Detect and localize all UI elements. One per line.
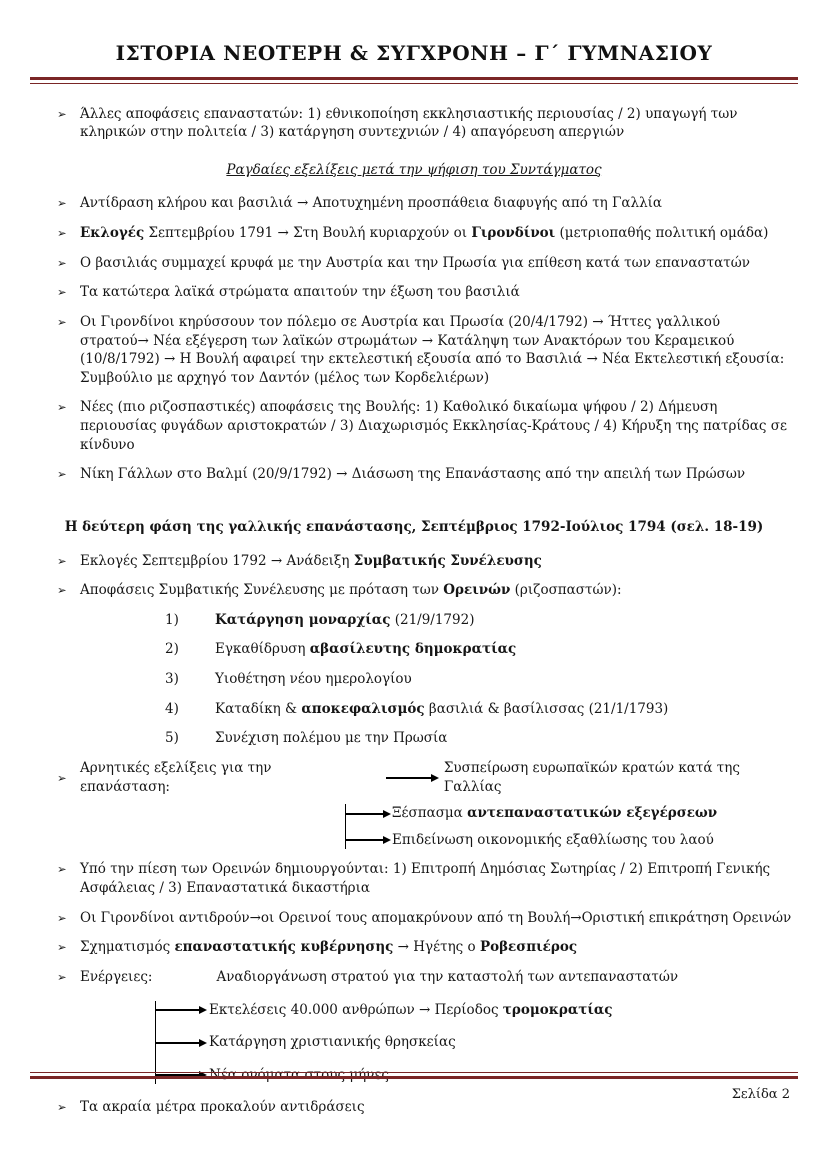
numbered-item-text [215,611,792,630]
branch-item [346,804,792,823]
branch-item [346,831,792,850]
bullet-text [80,465,792,484]
bullet-item [57,254,792,273]
bullet-arrow-icon: ➢ [57,583,67,598]
bullet-item [57,398,792,454]
numbered-item-text [215,670,792,689]
text-segment: Συμβατικής Συνέλευσης [353,552,542,569]
item-number: 5) [165,730,179,747]
text-segment: Αναδιοργάνωση στρατού για την καταστολή των αντεπαναστατών [216,968,679,985]
document-footer [30,1072,798,1104]
text-segment: (μετριοπαθής πολιτική ομάδα) [555,225,769,242]
bullet-text [80,224,792,243]
bullet-text [80,581,792,600]
numbered-item [165,611,792,630]
branch-item [156,1001,792,1020]
item-number: 3) [165,671,179,688]
bullet-arrow-icon: ➢ [57,314,67,329]
branch-label-row [57,759,792,796]
bullet-arrow-icon: ➢ [57,196,67,211]
document-body [0,84,828,1118]
footer-divider [30,1072,798,1079]
text-segment: Αρνητικές εξελίξεις για την επανάσταση: [80,759,272,795]
bullet-arrow-icon: ➢ [57,467,67,482]
arrow-connector-icon [386,777,432,779]
numbered-item [165,670,792,689]
text-segment: Υιοθέτηση νέου ημερολογίου [215,671,412,688]
numbered-item-text [215,729,792,748]
bullet-arrow-icon: ➢ [57,1100,67,1115]
header-divider [30,77,798,84]
branch-negative-developments [57,759,792,850]
branch-label [80,759,358,796]
branch-label-row [57,968,792,987]
branch-children [345,804,792,849]
text-segment: Κατάργηση μοναρχίας [215,611,391,628]
bullet-item [57,938,792,957]
text-segment: Συσπείρωση ευρωπαϊκών κρατών κατά της Γαλλίας [443,759,740,795]
text-segment: Εγκαθίδρυση [215,641,310,658]
bullet-item [57,283,792,302]
numbered-item [165,640,792,659]
text-segment: Εκλογές Σεπτεμβρίου 1792 → Ανάδειξη [80,552,354,569]
text-segment: Ο βασιλιάς συμμαχεί κρυφά με την Αυστρία και την Πρωσία για επίθεση κατά των επαναστατών [80,254,750,271]
text-segment: Εκτελέσεις 40.000 ανθρώπων → Περίοδος [209,1001,503,1018]
bullet-arrow-icon: ➢ [57,106,67,121]
arrow-connector-icon [156,1042,200,1044]
text-segment: αποκεφαλισμός [301,700,425,717]
bullet-item [57,224,792,243]
bullet-text [80,398,792,454]
bullet-arrow-icon: ➢ [57,400,67,415]
text-segment: Ξέσπασμα [392,805,468,822]
bullet-text [80,105,792,142]
bullet-text [80,194,792,213]
branch-government-actions [57,968,792,1085]
branch-label [80,968,152,987]
text-segment: Άλλες αποφάσεις επαναστατών: 1) εθνικοποίηση εκκλησιαστικής περιουσίας / 2) υπαγωγή των κληρικών στην πολιτεία / 3) κατάργηση συντεχνιών / 4) απαγόρευση απεργιών [80,105,738,141]
bullet-item [57,465,792,484]
bullet-item [57,313,792,388]
text-segment: Τα ακραία μέτρα προκαλούν αντιδράσεις [80,1099,365,1116]
text-segment: Οι Γιρονδίνοι αντιδρούν→οι Ορεινοί τους απομακρύνουν από τη Βουλή→Οριστική επικράτηση Ορεινών [80,909,792,926]
branch-item-text [392,804,717,823]
bullet-item [57,909,792,928]
text-segment: Ορεινών [443,582,511,599]
text-segment: Επιδείνωση οικονομικής εξαθλίωσης του λαού [392,831,714,848]
text-segment: Κατάργηση χριστιανικής θρησκείας [209,1034,456,1051]
text-segment: Συνέχιση πολέμου με την Πρωσία [215,730,448,747]
text-segment: Ενέργειες: [80,968,153,985]
bullet-item [57,860,792,897]
text-segment: Νέες (πιο ριζοσπαστικές) αποφάσεις της Βουλής: 1) Καθολικό δικαίωμα ψήφου / 2) Δήμευση περιουσίας φυγάδων αριστοκρατών / 3) Διαχωρισμός Εκκλησίας-Κράτους / 4) Κήρυξη της πατρίδας σε κίνδυνο [80,399,787,453]
branch-item-text [392,831,714,850]
item-number: 2) [165,641,179,658]
bullet-arrow-icon: ➢ [57,862,67,877]
text-segment: Τα κατώτερα λαϊκά στρώματα απαιτούν την έξωση του βασιλιά [80,284,520,301]
text-segment: αβασίλευτης δημοκρατίας [309,641,517,658]
text-segment: Νέα ονόματα στους μήνες [209,1066,389,1083]
item-number: 4) [165,700,179,717]
text-segment: (21/9/1792) [390,611,475,628]
bullet-arrow-icon: ➢ [57,910,67,925]
bullet-text [80,254,792,273]
bullet-arrow-icon: ➢ [57,940,67,955]
text-segment: Σχηματισμός [80,939,175,956]
bullet-text [80,860,792,897]
text-segment: Ροβεσπιέρος [479,939,578,956]
bullet-item [57,581,792,600]
page-number: Σελίδα 2 [731,1087,790,1102]
text-segment: αντεπαναστατικών εξεγέρσεων [467,805,718,822]
arrow-connector-icon [346,813,384,815]
bullet-item [57,105,792,142]
bullet-item [57,194,792,213]
branch-item-text [209,1001,612,1020]
branch-item-text [209,1033,456,1052]
text-segment: Νίκη Γάλλων στο Βαλμί (20/9/1792) → Διάσωση της Επανάστασης από την απειλή των Πρώσων [80,466,746,483]
text-segment: Γιρονδίνοι [471,225,556,242]
text-segment: Εκλογές [80,225,145,242]
bullet-arrow-icon: ➢ [57,553,67,568]
bullet-text [80,909,792,928]
numbered-item-text [215,700,792,719]
text-segment: Σεπτεμβρίου 1791 → Στη Βουλή κυριαρχούν οι [144,225,472,242]
numbered-item [165,700,792,719]
section-heading: Η δεύτερη φάση της γαλλικής επανάστασης, Σεπτέμβριος 1792-Ιούλιος 1794 (σελ. 18-19) [64,518,764,535]
page-title: ΙΣΤΟΡΙΑ ΝΕΟΤΕΡΗ & ΣΥΓΧΡΟΝΗ – Γ΄ ΓΥΜΝΑΣΙΟΥ [115,41,713,65]
bullet-arrow-icon: ➢ [57,255,67,270]
text-segment: επαναστατικής κυβέρνησης [174,939,394,956]
numbered-item [165,729,792,748]
text-segment: Οι Γιρονδίνοι κηρύσσουν τον πόλεμο σε Αυστρία και Πρωσία (20/4/1792) → Ήττες γαλλικού στρατού→ Νέα εξέγερση των λαϊκών στρωμάτων → Κατάληψη των Ανακτόρων του Κεραμεικού (10/8/1792) → Η Βουλή αφαιρεί την εκτελεστική εξουσία από το Βασιλιά → Νέα Εκτελεστική εξουσία: Συμβούλιο με αρχηγό τον Δαντόν (μέλος των Κορδελιέρων) [80,313,785,386]
text-segment: Υπό την πίεση των Ορεινών δημιουργούνται: 1) Επιτροπή Δημόσιας Σωτηρίας / 2) Επιτροπή Γενικής Ασφάλειας / 3) Επαναστατικά δικαστήρια [80,861,771,897]
bullet-arrow-icon: ➢ [57,970,67,985]
text-segment: Αντίδραση κλήρου και βασιλιά → Αποτυχημένη προσπάθεια διαφυγής από τη Γαλλία [80,195,663,212]
text-segment: Καταδίκη & [215,700,302,717]
arrow-connector-icon [156,1009,200,1011]
bullet-item [57,552,792,571]
text-segment: Αποφάσεις Συμβατικής Συνέλευσης με πρόταση των [80,582,444,599]
text-segment: (ριζοσπαστών): [510,582,622,599]
bullet-arrow-icon: ➢ [57,770,67,785]
branch-item-text [216,968,678,987]
bullet-text [80,283,792,302]
branch-item-text [444,759,792,796]
item-number: 1) [165,611,179,628]
section-heading-italic: Ραγδαίες εξελίξεις μετά την ψήφιση του Συντάγματος [226,161,602,178]
bullet-arrow-icon: ➢ [57,226,67,241]
bullet-arrow-icon: ➢ [57,285,67,300]
numbered-item-text [215,640,792,659]
arrow-connector-icon [346,839,384,841]
branch-item [156,1033,792,1052]
bullet-text [80,938,792,957]
bullet-text [80,313,792,388]
text-segment: βασιλιά & βασίλισσας (21/1/1793) [424,700,669,717]
text-segment: → Ηγέτης ο [393,939,480,956]
document-header [0,0,828,84]
text-segment: τρομοκρατίας [502,1001,613,1018]
bullet-text [80,552,792,571]
